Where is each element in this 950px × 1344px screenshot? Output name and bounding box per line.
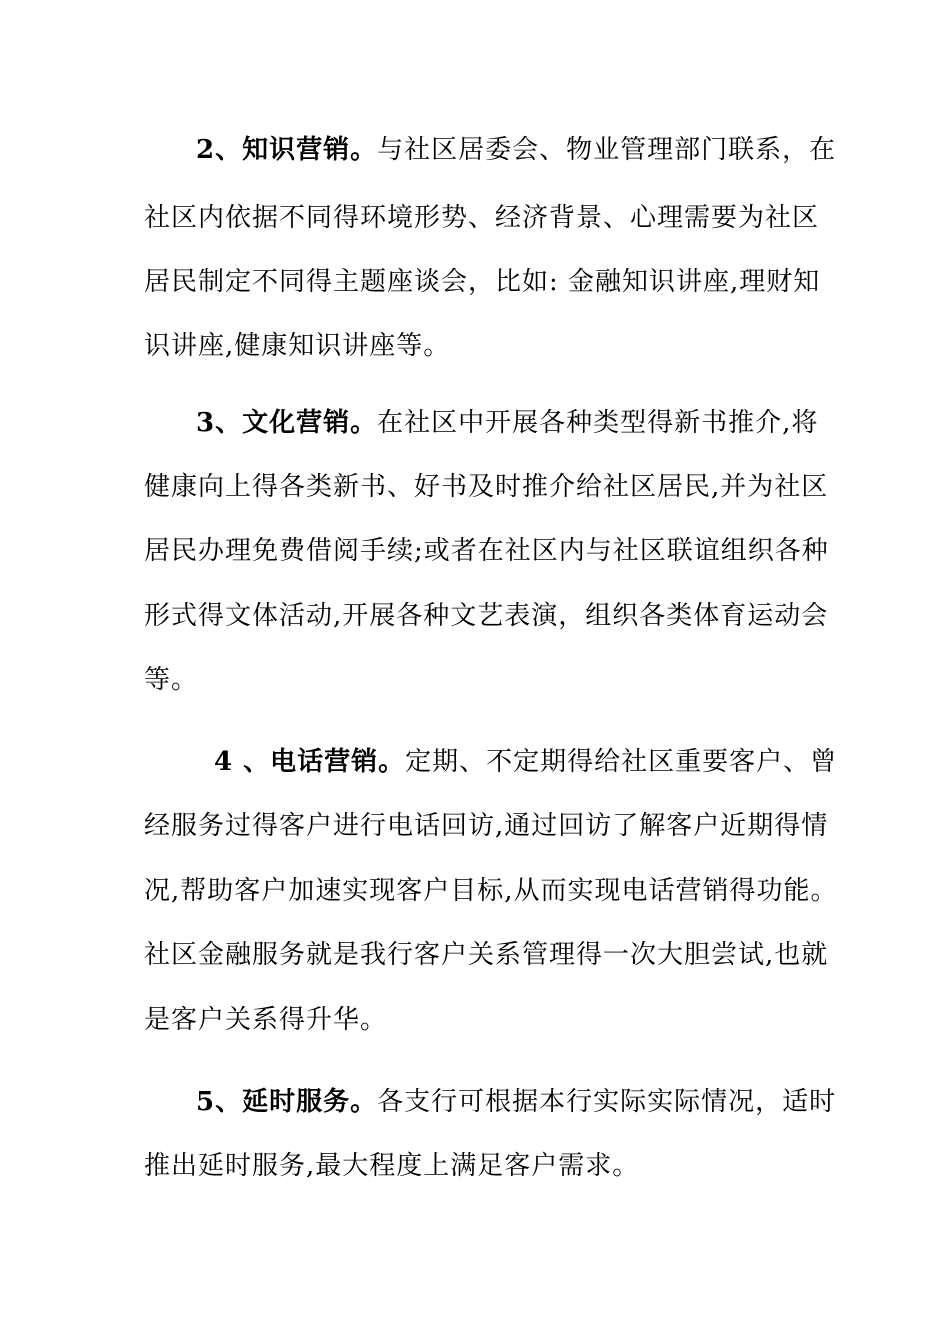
paragraph-4-line-1 xyxy=(214,742,894,782)
paragraph-3-line-4: 形式得文体活动,开展各种文艺表演，组织各类体育运动会 xyxy=(144,601,829,631)
paragraph-2-heading: 2、知识营销。 xyxy=(196,135,378,165)
paragraph-3-line-5: 等。 xyxy=(144,665,199,695)
paragraph-2-line-3: 居民制定不同得主题座谈会，比如: 金融知识讲座,理财知 xyxy=(144,267,821,297)
paragraph-2-text: 与社区居委会、物业管理部门联系，在 xyxy=(377,135,837,165)
paragraph-4-text: 定期、不定期得给社区重要客户、曾 xyxy=(405,747,838,777)
paragraph-2-line-2: 社区内依据不同得环境形势、经济背景、心理需要为社区 xyxy=(144,203,820,233)
paragraph-3-text: 在社区中开展各种类型得新书推介,将 xyxy=(377,408,819,438)
paragraph-4-line-3: 况,帮助客户加速实现客户目标,从而实现电话营销得功能。 xyxy=(144,876,838,906)
paragraph-2-line-1 xyxy=(196,130,876,170)
paragraph-3-heading: 3、文化营销。 xyxy=(196,408,378,438)
paragraph-3-line-1 xyxy=(196,403,876,443)
paragraph-4-line-2: 经服务过得客户进行电话回访,通过回访了解客户近期得情 xyxy=(144,811,829,841)
paragraph-4-heading: 4 、电话营销。 xyxy=(214,747,406,777)
paragraph-3-line-3: 居民办理免费借阅手续;或者在社区内与社区联谊组织各种 xyxy=(144,536,829,566)
paragraph-5-line-2: 推出延时服务,最大程度上满足客户需求。 xyxy=(144,1151,640,1181)
paragraph-4-line-5: 是客户关系得升华。 xyxy=(144,1005,388,1035)
paragraph-5-text: 各支行可根据本行实际实际情况，适时 xyxy=(377,1087,837,1117)
paragraph-2-line-4: 识讲座,健康知识讲座等。 xyxy=(144,331,451,361)
paragraph-5-line-1 xyxy=(196,1082,876,1122)
paragraph-5-heading: 5、延时服务。 xyxy=(196,1087,378,1117)
paragraph-4-line-4: 社区金融服务就是我行客户关系管理得一次大胆尝试,也就 xyxy=(144,940,829,970)
paragraph-3-line-2: 健康向上得各类新书、好书及时推介给社区居民,并为社区 xyxy=(144,472,829,502)
